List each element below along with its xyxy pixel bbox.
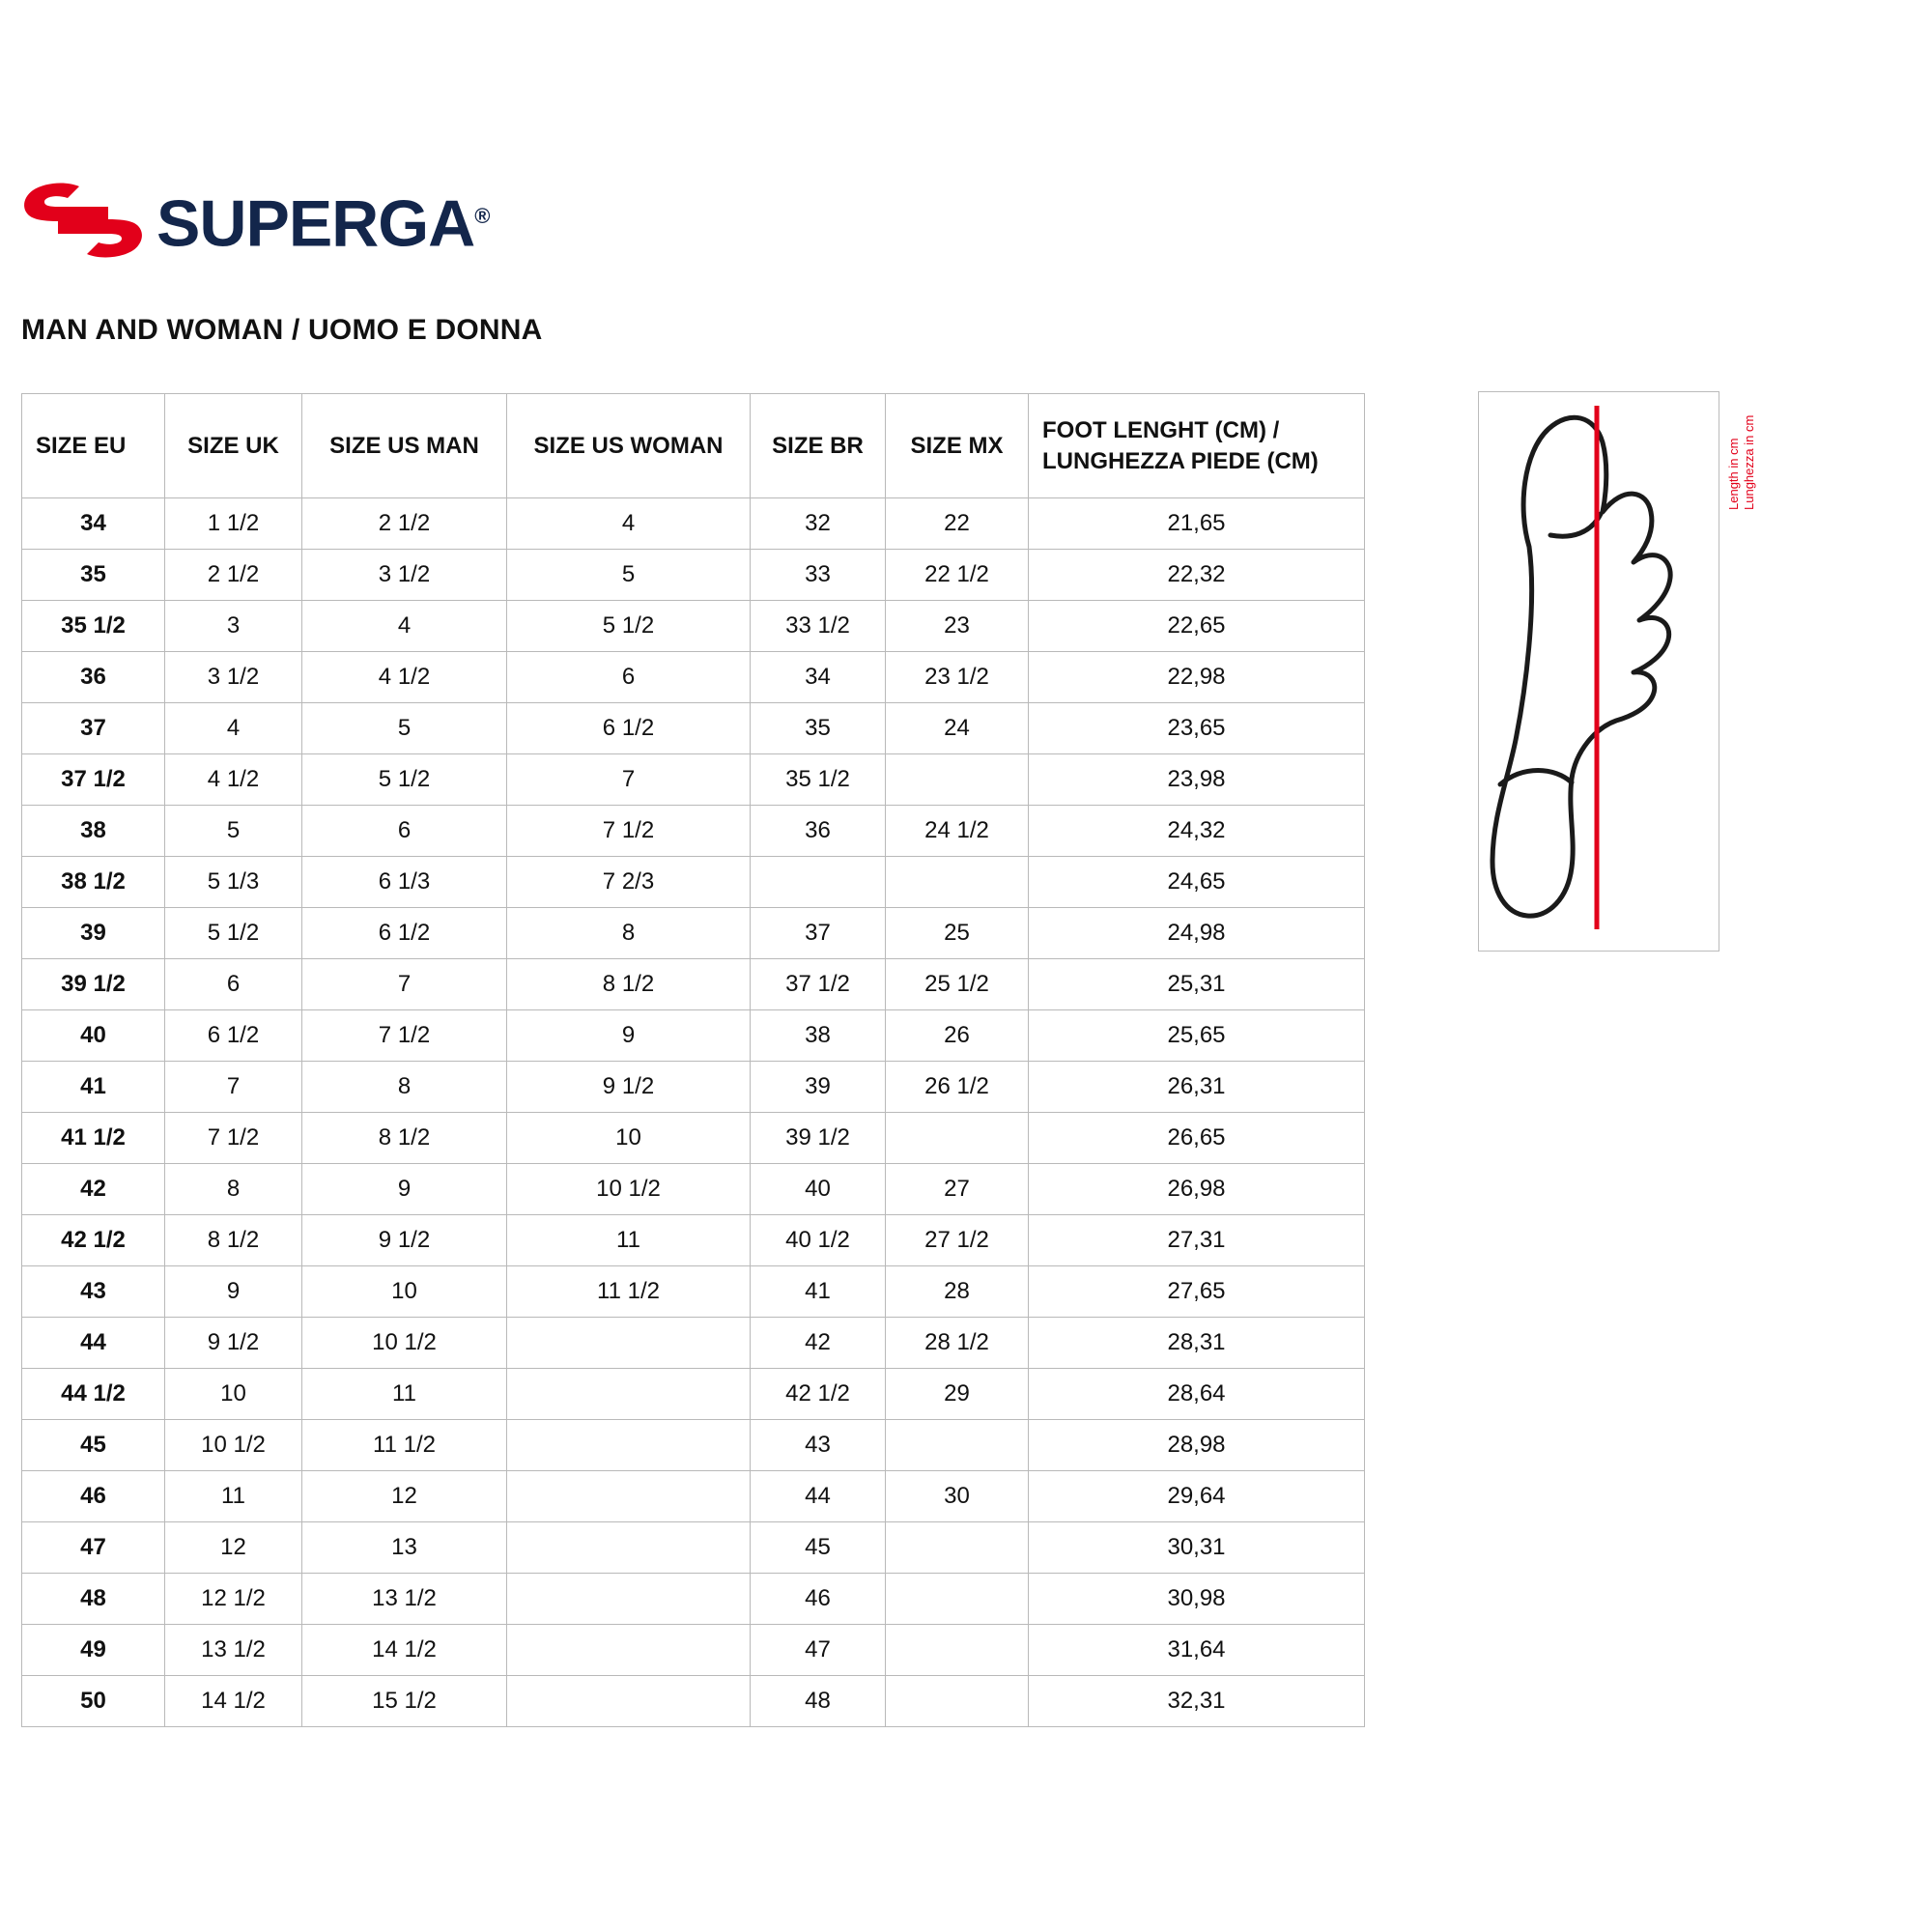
superga-s-logo-icon (21, 183, 145, 258)
cell-size-us-man: 9 1/2 (302, 1215, 507, 1266)
cell-size-mx: 27 1/2 (886, 1215, 1029, 1266)
cell-foot-length: 23,98 (1029, 754, 1365, 806)
brand-name (156, 179, 490, 262)
cell-size-us-man: 12 (302, 1471, 507, 1522)
cell-size-eu: 38 (22, 806, 165, 857)
cell-size-mx (886, 1625, 1029, 1676)
measure-label-it: Lunghezza in cm (1742, 414, 1756, 510)
cell-size-us-man: 8 (302, 1062, 507, 1113)
cell-size-uk: 11 (165, 1471, 302, 1522)
column-header-size-br: SIZE BR (751, 394, 886, 498)
cell-foot-length: 24,98 (1029, 908, 1365, 959)
cell-size-us-woman (507, 1318, 751, 1369)
cell-size-uk: 6 1/2 (165, 1010, 302, 1062)
table-row (22, 1522, 1365, 1574)
cell-size-uk: 9 (165, 1266, 302, 1318)
table-row (22, 1215, 1365, 1266)
cell-size-us-woman: 11 (507, 1215, 751, 1266)
cell-size-uk: 2 1/2 (165, 550, 302, 601)
cell-foot-length: 30,98 (1029, 1574, 1365, 1625)
cell-size-mx (886, 1676, 1029, 1727)
cell-size-uk: 1 1/2 (165, 498, 302, 550)
brand-name-text: SUPERGA (156, 186, 475, 261)
cell-size-mx: 28 (886, 1266, 1029, 1318)
cell-size-eu: 44 1/2 (22, 1369, 165, 1420)
cell-size-us-woman: 7 2/3 (507, 857, 751, 908)
cell-size-br: 42 1/2 (751, 1369, 886, 1420)
cell-size-eu: 37 (22, 703, 165, 754)
cell-size-mx (886, 1420, 1029, 1471)
cell-size-eu: 37 1/2 (22, 754, 165, 806)
cell-size-br: 39 (751, 1062, 886, 1113)
cell-size-us-man: 8 1/2 (302, 1113, 507, 1164)
column-header-size-mx: SIZE MX (886, 394, 1029, 498)
cell-foot-length: 30,31 (1029, 1522, 1365, 1574)
cell-size-us-woman: 8 1/2 (507, 959, 751, 1010)
cell-size-br: 47 (751, 1625, 886, 1676)
size-table (21, 393, 1365, 1727)
cell-size-br: 44 (751, 1471, 886, 1522)
cell-size-mx: 25 (886, 908, 1029, 959)
cell-size-us-woman: 8 (507, 908, 751, 959)
table-row (22, 601, 1365, 652)
cell-size-us-woman: 5 (507, 550, 751, 601)
cell-size-uk: 5 (165, 806, 302, 857)
size-table-wrapper (21, 393, 1364, 1727)
cell-size-eu: 48 (22, 1574, 165, 1625)
cell-size-us-man: 14 1/2 (302, 1625, 507, 1676)
cell-foot-length: 28,31 (1029, 1318, 1365, 1369)
cell-size-us-woman: 6 (507, 652, 751, 703)
cell-foot-length: 25,65 (1029, 1010, 1365, 1062)
cell-size-us-man: 6 1/2 (302, 908, 507, 959)
cell-size-mx: 26 1/2 (886, 1062, 1029, 1113)
cell-size-mx: 24 1/2 (886, 806, 1029, 857)
cell-size-uk: 3 (165, 601, 302, 652)
table-row (22, 1164, 1365, 1215)
cell-foot-length: 23,65 (1029, 703, 1365, 754)
table-row (22, 1676, 1365, 1727)
cell-size-uk: 5 1/2 (165, 908, 302, 959)
cell-size-eu: 49 (22, 1625, 165, 1676)
size-table-body (22, 498, 1365, 1727)
cell-size-br: 40 (751, 1164, 886, 1215)
cell-size-mx: 28 1/2 (886, 1318, 1029, 1369)
cell-size-uk: 13 1/2 (165, 1625, 302, 1676)
table-row (22, 1318, 1365, 1369)
cell-foot-length: 22,65 (1029, 601, 1365, 652)
table-row (22, 703, 1365, 754)
cell-foot-length: 28,64 (1029, 1369, 1365, 1420)
cell-size-eu: 40 (22, 1010, 165, 1062)
cell-size-br: 33 (751, 550, 886, 601)
cell-size-mx: 23 (886, 601, 1029, 652)
cell-foot-length: 26,65 (1029, 1113, 1365, 1164)
cell-size-us-man: 11 1/2 (302, 1420, 507, 1471)
cell-foot-length: 22,32 (1029, 550, 1365, 601)
cell-size-uk: 8 1/2 (165, 1215, 302, 1266)
cell-size-uk: 12 1/2 (165, 1574, 302, 1625)
cell-size-mx: 26 (886, 1010, 1029, 1062)
cell-size-us-man: 6 (302, 806, 507, 857)
cell-size-mx: 24 (886, 703, 1029, 754)
cell-size-us-man: 4 (302, 601, 507, 652)
table-row (22, 1010, 1365, 1062)
cell-foot-length: 22,98 (1029, 652, 1365, 703)
cell-size-us-man: 5 (302, 703, 507, 754)
cell-size-eu: 35 (22, 550, 165, 601)
cell-size-eu: 39 1/2 (22, 959, 165, 1010)
table-row (22, 1471, 1365, 1522)
cell-size-br: 37 1/2 (751, 959, 886, 1010)
cell-size-br: 45 (751, 1522, 886, 1574)
cell-size-uk: 8 (165, 1164, 302, 1215)
cell-foot-length: 26,31 (1029, 1062, 1365, 1113)
cell-foot-length: 29,64 (1029, 1471, 1365, 1522)
cell-size-eu: 45 (22, 1420, 165, 1471)
cell-size-uk: 3 1/2 (165, 652, 302, 703)
table-row (22, 1369, 1365, 1420)
cell-size-mx (886, 857, 1029, 908)
cell-size-us-man: 13 (302, 1522, 507, 1574)
cell-size-eu: 36 (22, 652, 165, 703)
cell-size-br: 39 1/2 (751, 1113, 886, 1164)
cell-size-eu: 41 (22, 1062, 165, 1113)
cell-size-uk: 4 (165, 703, 302, 754)
cell-size-us-woman (507, 1471, 751, 1522)
foot-outline-icon (1479, 392, 1719, 951)
cell-size-us-woman: 11 1/2 (507, 1266, 751, 1318)
cell-size-eu: 34 (22, 498, 165, 550)
cell-foot-length: 21,65 (1029, 498, 1365, 550)
cell-size-uk: 9 1/2 (165, 1318, 302, 1369)
cell-size-us-man: 9 (302, 1164, 507, 1215)
cell-size-us-man: 4 1/2 (302, 652, 507, 703)
cell-size-us-woman: 4 (507, 498, 751, 550)
cell-size-us-woman: 10 1/2 (507, 1164, 751, 1215)
cell-size-us-woman: 7 (507, 754, 751, 806)
cell-size-eu: 42 (22, 1164, 165, 1215)
cell-size-mx (886, 1574, 1029, 1625)
cell-foot-length: 28,98 (1029, 1420, 1365, 1471)
table-row (22, 1574, 1365, 1625)
cell-size-br: 33 1/2 (751, 601, 886, 652)
cell-size-br: 41 (751, 1266, 886, 1318)
brand-logo (21, 179, 490, 262)
cell-size-us-woman (507, 1420, 751, 1471)
column-header-size-uk: SIZE UK (165, 394, 302, 498)
cell-size-br (751, 857, 886, 908)
cell-foot-length: 26,98 (1029, 1164, 1365, 1215)
cell-size-eu: 43 (22, 1266, 165, 1318)
foot-measure-diagram (1478, 391, 1719, 952)
cell-foot-length: 32,31 (1029, 1676, 1365, 1727)
table-row (22, 652, 1365, 703)
cell-size-us-man: 5 1/2 (302, 754, 507, 806)
cell-size-br: 36 (751, 806, 886, 857)
cell-size-eu: 38 1/2 (22, 857, 165, 908)
table-row (22, 959, 1365, 1010)
cell-size-us-man: 7 1/2 (302, 1010, 507, 1062)
table-row (22, 1113, 1365, 1164)
column-header-size-us-woman: SIZE US WOMAN (507, 394, 751, 498)
cell-foot-length: 27,31 (1029, 1215, 1365, 1266)
cell-size-us-man: 10 1/2 (302, 1318, 507, 1369)
cell-size-us-woman (507, 1574, 751, 1625)
cell-size-us-woman: 5 1/2 (507, 601, 751, 652)
cell-size-br: 42 (751, 1318, 886, 1369)
cell-size-uk: 7 (165, 1062, 302, 1113)
page-title: MAN AND WOMAN / UOMO E DONNA (21, 314, 543, 346)
cell-size-us-woman (507, 1522, 751, 1574)
cell-size-us-woman: 9 (507, 1010, 751, 1062)
table-row (22, 1625, 1365, 1676)
cell-size-br: 37 (751, 908, 886, 959)
cell-size-mx: 23 1/2 (886, 652, 1029, 703)
cell-size-uk: 12 (165, 1522, 302, 1574)
table-row (22, 908, 1365, 959)
table-row (22, 1266, 1365, 1318)
cell-size-uk: 4 1/2 (165, 754, 302, 806)
cell-size-br: 40 1/2 (751, 1215, 886, 1266)
cell-size-mx (886, 754, 1029, 806)
table-row (22, 1420, 1365, 1471)
cell-size-us-woman: 6 1/2 (507, 703, 751, 754)
cell-size-eu: 44 (22, 1318, 165, 1369)
cell-size-eu: 39 (22, 908, 165, 959)
cell-size-mx: 30 (886, 1471, 1029, 1522)
cell-size-br: 34 (751, 652, 886, 703)
cell-foot-length: 25,31 (1029, 959, 1365, 1010)
cell-size-uk: 10 1/2 (165, 1420, 302, 1471)
cell-size-br: 38 (751, 1010, 886, 1062)
cell-size-mx (886, 1522, 1029, 1574)
cell-size-us-woman (507, 1676, 751, 1727)
cell-size-eu: 50 (22, 1676, 165, 1727)
column-header-foot-length: FOOT LENGHT (CM) / LUNGHEZZA PIEDE (CM) (1029, 394, 1365, 498)
cell-size-br: 48 (751, 1676, 886, 1727)
cell-size-uk: 10 (165, 1369, 302, 1420)
cell-size-us-man: 13 1/2 (302, 1574, 507, 1625)
cell-size-mx: 29 (886, 1369, 1029, 1420)
cell-size-br: 43 (751, 1420, 886, 1471)
cell-size-eu: 42 1/2 (22, 1215, 165, 1266)
cell-size-br: 32 (751, 498, 886, 550)
cell-size-eu: 47 (22, 1522, 165, 1574)
cell-size-br: 35 (751, 703, 886, 754)
cell-size-eu: 35 1/2 (22, 601, 165, 652)
cell-size-mx: 22 (886, 498, 1029, 550)
cell-size-uk: 5 1/3 (165, 857, 302, 908)
table-row (22, 857, 1365, 908)
column-header-size-us-man: SIZE US MAN (302, 394, 507, 498)
table-row (22, 498, 1365, 550)
cell-size-us-woman: 7 1/2 (507, 806, 751, 857)
cell-size-us-man: 2 1/2 (302, 498, 507, 550)
cell-size-us-man: 11 (302, 1369, 507, 1420)
cell-foot-length: 31,64 (1029, 1625, 1365, 1676)
cell-size-us-man: 7 (302, 959, 507, 1010)
registered-mark: ® (474, 204, 490, 228)
cell-foot-length: 24,65 (1029, 857, 1365, 908)
table-row (22, 754, 1365, 806)
measure-label-en: Length in cm (1726, 438, 1741, 510)
cell-size-eu: 46 (22, 1471, 165, 1522)
cell-size-mx: 22 1/2 (886, 550, 1029, 601)
cell-size-eu: 41 1/2 (22, 1113, 165, 1164)
cell-size-us-woman: 9 1/2 (507, 1062, 751, 1113)
cell-size-us-man: 10 (302, 1266, 507, 1318)
table-row (22, 1062, 1365, 1113)
cell-size-us-woman (507, 1625, 751, 1676)
cell-size-uk: 6 (165, 959, 302, 1010)
cell-size-us-man: 6 1/3 (302, 857, 507, 908)
cell-size-us-woman (507, 1369, 751, 1420)
cell-size-us-man: 15 1/2 (302, 1676, 507, 1727)
table-header-row (22, 394, 1365, 498)
cell-size-uk: 7 1/2 (165, 1113, 302, 1164)
cell-size-mx (886, 1113, 1029, 1164)
column-header-size-eu: SIZE EU (22, 394, 165, 498)
cell-size-us-woman: 10 (507, 1113, 751, 1164)
cell-foot-length: 27,65 (1029, 1266, 1365, 1318)
cell-size-us-man: 3 1/2 (302, 550, 507, 601)
cell-size-br: 35 1/2 (751, 754, 886, 806)
table-row (22, 550, 1365, 601)
cell-foot-length: 24,32 (1029, 806, 1365, 857)
cell-size-mx: 25 1/2 (886, 959, 1029, 1010)
table-row (22, 806, 1365, 857)
cell-size-br: 46 (751, 1574, 886, 1625)
cell-size-uk: 14 1/2 (165, 1676, 302, 1727)
cell-size-mx: 27 (886, 1164, 1029, 1215)
